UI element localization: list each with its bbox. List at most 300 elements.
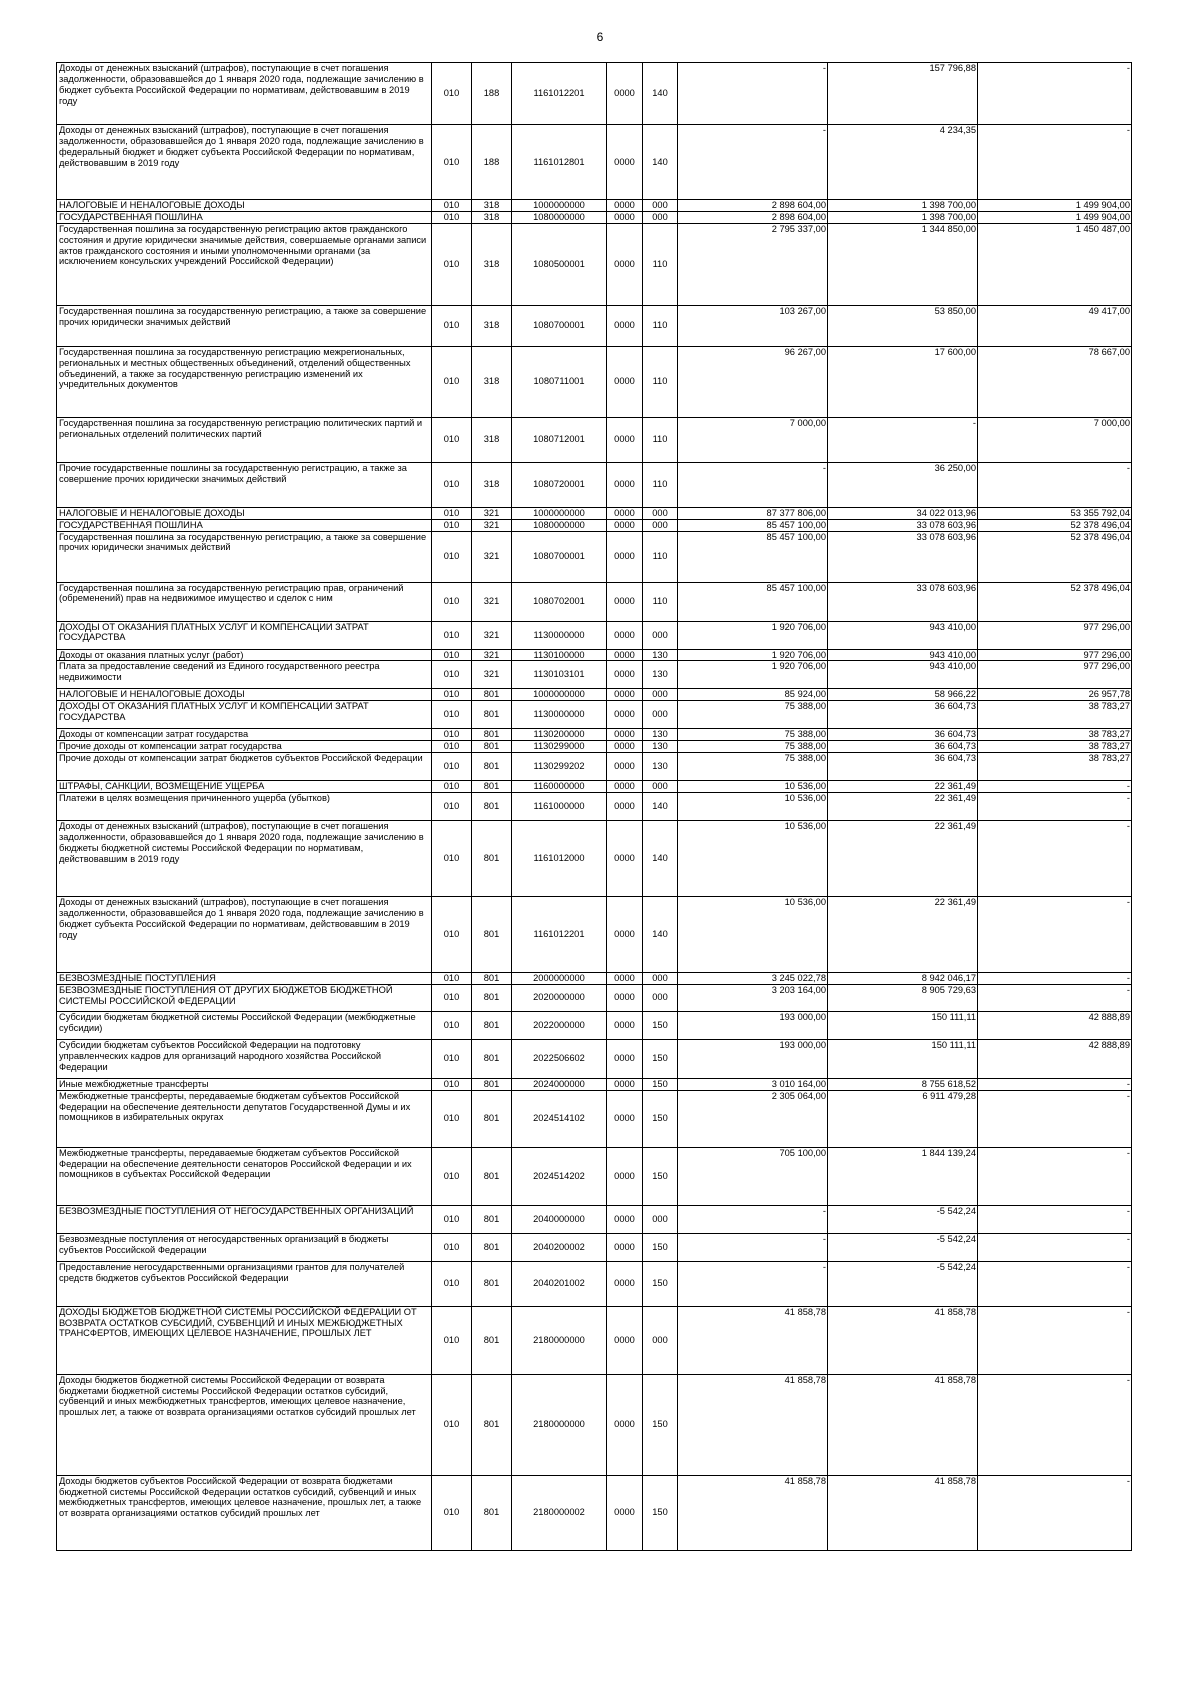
row-executed: 22 361,49 — [828, 792, 978, 820]
row-admin: 188 — [472, 63, 512, 125]
row-not-executed: - — [978, 792, 1132, 820]
row-not-executed: 52 378 496,04 — [978, 519, 1132, 531]
table-row — [57, 200, 1132, 212]
row-executed: 33 078 603,96 — [828, 582, 978, 621]
row-plan: 1 920 706,00 — [678, 649, 828, 661]
row-chapter: 010 — [432, 729, 472, 741]
row-code: 2180000000 — [512, 1374, 607, 1475]
row-kvd: 000 — [643, 1306, 678, 1374]
row-not-executed: 42 888,89 — [978, 1011, 1132, 1039]
row-program: 0000 — [607, 507, 643, 519]
row-chapter: 010 — [432, 1078, 472, 1090]
row-executed: 36 604,73 — [828, 753, 978, 781]
row-name: Платежи в целях возмещения причиненного ущерба (убытков) — [57, 792, 432, 820]
row-program: 0000 — [607, 1090, 643, 1147]
row-admin: 318 — [472, 200, 512, 212]
row-admin: 321 — [472, 507, 512, 519]
row-name: Межбюджетные трансферты, передаваемые бюджетам субъектов Российской Федерации на обеспечение деятельности депутатов Государственной Думы и их помощников в избирательных округах — [57, 1090, 432, 1147]
row-kvd: 110 — [643, 462, 678, 507]
table-row — [57, 1306, 1132, 1374]
row-admin: 801 — [472, 701, 512, 729]
row-program: 0000 — [607, 1374, 643, 1475]
row-code: 1080711001 — [512, 346, 607, 417]
row-not-executed: - — [978, 781, 1132, 793]
row-plan: - — [678, 125, 828, 200]
row-name: БЕЗВОЗМЕЗДНЫЕ ПОСТУПЛЕНИЯ ОТ НЕГОСУДАРСТВЕННЫХ ОРГАНИЗАЦИЙ — [57, 1205, 432, 1233]
row-plan: 3 010 164,00 — [678, 1078, 828, 1090]
row-chapter: 010 — [432, 649, 472, 661]
row-kvd: 150 — [643, 1147, 678, 1205]
row-admin: 801 — [472, 792, 512, 820]
row-admin: 801 — [472, 781, 512, 793]
row-name: Доходы от денежных взысканий (штрафов), поступающие в счет погашения задолженности, образовавшейся до 1 января 2020 года, подлежащие зачислению в бюджет субъекта Российской Федерации по нормативам, действовавшим в 2019 году — [57, 63, 432, 125]
row-kvd: 110 — [643, 346, 678, 417]
row-name: Субсидии бюджетам субъектов Российской Федерации на подготовку управленческих кадров для организаций народного хозяйства Российской Федерации — [57, 1039, 432, 1078]
row-executed: 8 755 618,52 — [828, 1078, 978, 1090]
row-executed: -5 542,24 — [828, 1233, 978, 1261]
row-not-executed: 7 000,00 — [978, 417, 1132, 462]
row-program: 0000 — [607, 211, 643, 223]
row-chapter: 010 — [432, 200, 472, 212]
row-plan: - — [678, 63, 828, 125]
row-not-executed: - — [978, 972, 1132, 984]
row-code: 1080700001 — [512, 305, 607, 346]
row-plan: 10 536,00 — [678, 792, 828, 820]
row-plan: 75 388,00 — [678, 701, 828, 729]
row-executed: 41 858,78 — [828, 1374, 978, 1475]
table-row — [57, 689, 1132, 701]
table-row — [57, 519, 1132, 531]
row-admin: 318 — [472, 462, 512, 507]
row-kvd: 130 — [643, 661, 678, 689]
row-admin: 801 — [472, 1090, 512, 1147]
revenue-table — [56, 62, 1132, 1551]
table-row — [57, 63, 1132, 125]
row-program: 0000 — [607, 649, 643, 661]
row-name: Прочие государственные пошлины за государственную регистрацию, а также за совершение прочих юридически значимых действий — [57, 462, 432, 507]
row-code: 2180000000 — [512, 1306, 607, 1374]
row-plan: 41 858,78 — [678, 1374, 828, 1475]
row-chapter: 010 — [432, 305, 472, 346]
row-name: ГОСУДАРСТВЕННАЯ ПОШЛИНА — [57, 519, 432, 531]
row-admin: 801 — [472, 1078, 512, 1090]
row-code: 1080720001 — [512, 462, 607, 507]
table-row — [57, 984, 1132, 1011]
row-chapter: 010 — [432, 462, 472, 507]
row-kvd: 150 — [643, 1078, 678, 1090]
row-executed: 36 604,73 — [828, 741, 978, 753]
row-program: 0000 — [607, 1039, 643, 1078]
row-program: 0000 — [607, 984, 643, 1011]
row-not-executed: 53 355 792,04 — [978, 507, 1132, 519]
row-code: 1080700001 — [512, 531, 607, 582]
table-row — [57, 417, 1132, 462]
row-kvd: 000 — [643, 984, 678, 1011]
table-row — [57, 820, 1132, 896]
row-name: Доходы от денежных взысканий (штрафов), поступающие в счет погашения задолженности, образовавшейся до 1 января 2020 года, подлежащие зачислению в бюджет субъекта Российской Федерации по нормативам, действовавшим в 2019 году — [57, 896, 432, 972]
row-kvd: 000 — [643, 701, 678, 729]
row-not-executed: - — [978, 1078, 1132, 1090]
row-executed: 22 361,49 — [828, 781, 978, 793]
row-executed: 33 078 603,96 — [828, 531, 978, 582]
row-not-executed: - — [978, 1233, 1132, 1261]
row-not-executed: - — [978, 1306, 1132, 1374]
row-plan: 96 267,00 — [678, 346, 828, 417]
row-chapter: 010 — [432, 984, 472, 1011]
row-program: 0000 — [607, 1078, 643, 1090]
row-kvd: 110 — [643, 305, 678, 346]
page-number: 6 — [596, 30, 604, 44]
table-row — [57, 211, 1132, 223]
row-program: 0000 — [607, 125, 643, 200]
row-program: 0000 — [607, 896, 643, 972]
row-plan: 1 920 706,00 — [678, 661, 828, 689]
row-chapter: 010 — [432, 1090, 472, 1147]
row-code: 1161012201 — [512, 63, 607, 125]
table-row — [57, 125, 1132, 200]
row-plan: 3 245 022,78 — [678, 972, 828, 984]
row-code: 2040200002 — [512, 1233, 607, 1261]
row-executed: 157 796,88 — [828, 63, 978, 125]
row-chapter: 010 — [432, 1205, 472, 1233]
row-executed: -5 542,24 — [828, 1261, 978, 1306]
row-admin: 801 — [472, 972, 512, 984]
row-not-executed: 977 296,00 — [978, 661, 1132, 689]
row-kvd: 130 — [643, 729, 678, 741]
row-plan: 75 388,00 — [678, 729, 828, 741]
row-not-executed: 52 378 496,04 — [978, 531, 1132, 582]
table-row — [57, 1233, 1132, 1261]
row-code: 1130000000 — [512, 701, 607, 729]
table-row — [57, 223, 1132, 305]
row-not-executed: 26 957,78 — [978, 689, 1132, 701]
row-kvd: 000 — [643, 507, 678, 519]
row-program: 0000 — [607, 729, 643, 741]
table-row — [57, 729, 1132, 741]
row-not-executed: - — [978, 63, 1132, 125]
row-admin: 188 — [472, 125, 512, 200]
row-executed: 22 361,49 — [828, 896, 978, 972]
row-admin: 801 — [472, 1011, 512, 1039]
row-code: 2040201002 — [512, 1261, 607, 1306]
row-code: 2040000000 — [512, 1205, 607, 1233]
row-plan: 3 203 164,00 — [678, 984, 828, 1011]
row-code: 1080000000 — [512, 211, 607, 223]
row-program: 0000 — [607, 753, 643, 781]
row-program: 0000 — [607, 820, 643, 896]
row-name: Плата за предоставление сведений из Единого государственного реестра недвижимости — [57, 661, 432, 689]
row-name: Иные межбюджетные трансферты — [57, 1078, 432, 1090]
row-not-executed: 1 450 487,00 — [978, 223, 1132, 305]
row-kvd: 150 — [643, 1233, 678, 1261]
row-chapter: 010 — [432, 741, 472, 753]
row-admin: 801 — [472, 741, 512, 753]
row-plan: 87 377 806,00 — [678, 507, 828, 519]
row-kvd: 110 — [643, 582, 678, 621]
row-not-executed: - — [978, 984, 1132, 1011]
table-row — [57, 1147, 1132, 1205]
row-program: 0000 — [607, 462, 643, 507]
table-row — [57, 741, 1132, 753]
row-chapter: 010 — [432, 972, 472, 984]
row-name: Межбюджетные трансферты, передаваемые бюджетам субъектов Российской Федерации на обеспечение деятельности сенаторов Российской Федерации и их помощников в субъектах Российской Федерации — [57, 1147, 432, 1205]
row-admin: 318 — [472, 346, 512, 417]
row-plan: 2 305 064,00 — [678, 1090, 828, 1147]
row-executed: 150 111,11 — [828, 1011, 978, 1039]
row-chapter: 010 — [432, 346, 472, 417]
row-admin: 801 — [472, 984, 512, 1011]
row-name: Доходы бюджетов бюджетной системы Российской Федерации от возврата бюджетами бюджетной системы Российской Федерации остатков субсидий, субвенций и иных межбюджетных трансфертов, имеющих целевое назначение, прошлых лет, а также от возврата организациями остатков субсидий прошлых лет — [57, 1374, 432, 1475]
row-chapter: 010 — [432, 223, 472, 305]
row-kvd: 130 — [643, 741, 678, 753]
row-program: 0000 — [607, 1261, 643, 1306]
row-kvd: 000 — [643, 1205, 678, 1233]
table-row — [57, 1205, 1132, 1233]
row-executed: 34 022 013,96 — [828, 507, 978, 519]
row-code: 1161000000 — [512, 792, 607, 820]
row-not-executed: - — [978, 1090, 1132, 1147]
row-kvd: 150 — [643, 1090, 678, 1147]
row-executed: 4 234,35 — [828, 125, 978, 200]
row-executed: 17 600,00 — [828, 346, 978, 417]
row-executed: - — [828, 417, 978, 462]
row-plan: 2 898 604,00 — [678, 200, 828, 212]
row-not-executed: - — [978, 820, 1132, 896]
table-row — [57, 781, 1132, 793]
row-name: ДОХОДЫ ОТ ОКАЗАНИЯ ПЛАТНЫХ УСЛУГ И КОМПЕНСАЦИИ ЗАТРАТ ГОСУДАРСТВА — [57, 701, 432, 729]
row-program: 0000 — [607, 781, 643, 793]
row-admin: 321 — [472, 661, 512, 689]
row-executed: 1 844 139,24 — [828, 1147, 978, 1205]
row-admin: 321 — [472, 519, 512, 531]
row-admin: 801 — [472, 1205, 512, 1233]
row-admin: 801 — [472, 896, 512, 972]
row-chapter: 010 — [432, 531, 472, 582]
row-kvd: 150 — [643, 1011, 678, 1039]
row-executed: 22 361,49 — [828, 820, 978, 896]
row-not-executed: 49 417,00 — [978, 305, 1132, 346]
row-not-executed: - — [978, 1205, 1132, 1233]
row-not-executed: - — [978, 896, 1132, 972]
row-not-executed: 1 499 904,00 — [978, 200, 1132, 212]
row-plan: 75 388,00 — [678, 741, 828, 753]
row-kvd: 150 — [643, 1475, 678, 1550]
row-program: 0000 — [607, 661, 643, 689]
table-row — [57, 462, 1132, 507]
row-executed: 1 398 700,00 — [828, 211, 978, 223]
row-not-executed: - — [978, 1374, 1132, 1475]
row-name: Предоставление негосударственными организациями грантов для получателей средств бюджетов субъектов Российской Федерации — [57, 1261, 432, 1306]
row-executed: 58 966,22 — [828, 689, 978, 701]
row-plan: 85 457 100,00 — [678, 531, 828, 582]
row-chapter: 010 — [432, 1233, 472, 1261]
row-code: 1000000000 — [512, 200, 607, 212]
row-plan: - — [678, 1233, 828, 1261]
row-code: 1130000000 — [512, 621, 607, 649]
row-executed: 8 942 046,17 — [828, 972, 978, 984]
row-plan: 193 000,00 — [678, 1011, 828, 1039]
row-code: 1080702001 — [512, 582, 607, 621]
row-chapter: 010 — [432, 621, 472, 649]
row-name: ГОСУДАРСТВЕННАЯ ПОШЛИНА — [57, 211, 432, 223]
row-kvd: 000 — [643, 621, 678, 649]
row-admin: 318 — [472, 417, 512, 462]
row-code: 1160000000 — [512, 781, 607, 793]
row-program: 0000 — [607, 200, 643, 212]
row-name: НАЛОГОВЫЕ И НЕНАЛОГОВЫЕ ДОХОДЫ — [57, 200, 432, 212]
row-plan: - — [678, 1261, 828, 1306]
row-kvd: 110 — [643, 417, 678, 462]
row-program: 0000 — [607, 223, 643, 305]
row-kvd: 130 — [643, 753, 678, 781]
row-chapter: 010 — [432, 211, 472, 223]
row-executed: 1 344 850,00 — [828, 223, 978, 305]
row-not-executed: 1 499 904,00 — [978, 211, 1132, 223]
row-kvd: 110 — [643, 531, 678, 582]
table-row — [57, 1090, 1132, 1147]
row-executed: 943 410,00 — [828, 661, 978, 689]
table-row — [57, 305, 1132, 346]
table-row — [57, 792, 1132, 820]
row-chapter: 010 — [432, 792, 472, 820]
row-name: Государственная пошлина за государственную регистрацию межрегиональных, региональных и местных общественных объединений, отделений общественных объединений, а также за государственную регистрацию изменений их учредительных документов — [57, 346, 432, 417]
row-admin: 801 — [472, 689, 512, 701]
row-name: Государственная пошлина за государственную регистрацию политических партий и региональных отделений политических партий — [57, 417, 432, 462]
row-chapter: 010 — [432, 417, 472, 462]
row-plan: 85 457 100,00 — [678, 582, 828, 621]
row-executed: 36 250,00 — [828, 462, 978, 507]
row-not-executed: - — [978, 125, 1132, 200]
table-row — [57, 1261, 1132, 1306]
row-chapter: 010 — [432, 753, 472, 781]
row-not-executed: 78 667,00 — [978, 346, 1132, 417]
table-row — [57, 1078, 1132, 1090]
row-plan: - — [678, 462, 828, 507]
row-program: 0000 — [607, 582, 643, 621]
row-code: 2180000002 — [512, 1475, 607, 1550]
row-admin: 321 — [472, 582, 512, 621]
row-not-executed: - — [978, 1261, 1132, 1306]
row-admin: 801 — [472, 1475, 512, 1550]
row-name: НАЛОГОВЫЕ И НЕНАЛОГОВЫЕ ДОХОДЫ — [57, 689, 432, 701]
row-program: 0000 — [607, 689, 643, 701]
row-not-executed: 38 783,27 — [978, 753, 1132, 781]
row-name: Государственная пошлина за государственную регистрацию прав, ограничений (обременений) прав на недвижимое имущество и сделок с ним — [57, 582, 432, 621]
row-code: 1130299000 — [512, 741, 607, 753]
row-admin: 801 — [472, 1147, 512, 1205]
row-chapter: 010 — [432, 519, 472, 531]
row-program: 0000 — [607, 1205, 643, 1233]
row-plan: 10 536,00 — [678, 781, 828, 793]
row-code: 1000000000 — [512, 689, 607, 701]
row-code: 2020000000 — [512, 984, 607, 1011]
row-not-executed: 42 888,89 — [978, 1039, 1132, 1078]
row-name: Доходы от компенсации затрат государства — [57, 729, 432, 741]
row-program: 0000 — [607, 1306, 643, 1374]
row-code: 2000000000 — [512, 972, 607, 984]
row-code: 1130200000 — [512, 729, 607, 741]
row-admin: 801 — [472, 729, 512, 741]
table-row — [57, 507, 1132, 519]
row-executed: 53 850,00 — [828, 305, 978, 346]
row-code: 1080712001 — [512, 417, 607, 462]
row-executed: 36 604,73 — [828, 729, 978, 741]
row-name: Государственная пошлина за государственную регистрацию, а также за совершение прочих юридически значимых действий — [57, 305, 432, 346]
row-code: 2022000000 — [512, 1011, 607, 1039]
row-plan: 41 858,78 — [678, 1306, 828, 1374]
row-program: 0000 — [607, 63, 643, 125]
row-name: ШТРАФЫ, САНКЦИИ, ВОЗМЕЩЕНИЕ УЩЕРБА — [57, 781, 432, 793]
row-name: Государственная пошлина за государственную регистрацию актов гражданского состояния и другие юридически значимые действия, совершаемые органами записи актов гражданского состояния и иными уполномоченными органами (за исключением консульских учреждений Российской Федерации) — [57, 223, 432, 305]
row-executed: 150 111,11 — [828, 1039, 978, 1078]
row-name: Государственная пошлина за государственную регистрацию, а также за совершение прочих юридически значимых действий — [57, 531, 432, 582]
row-kvd: 130 — [643, 649, 678, 661]
row-plan: - — [678, 1205, 828, 1233]
row-program: 0000 — [607, 346, 643, 417]
row-chapter: 010 — [432, 781, 472, 793]
row-chapter: 010 — [432, 1261, 472, 1306]
row-kvd: 140 — [643, 820, 678, 896]
row-chapter: 010 — [432, 507, 472, 519]
row-name: ДОХОДЫ ОТ ОКАЗАНИЯ ПЛАТНЫХ УСЛУГ И КОМПЕНСАЦИИ ЗАТРАТ ГОСУДАРСТВА — [57, 621, 432, 649]
row-admin: 801 — [472, 1233, 512, 1261]
row-chapter: 010 — [432, 582, 472, 621]
row-admin: 318 — [472, 211, 512, 223]
row-kvd: 150 — [643, 1374, 678, 1475]
row-admin: 321 — [472, 621, 512, 649]
row-admin: 321 — [472, 531, 512, 582]
row-code: 1130100000 — [512, 649, 607, 661]
row-executed: 33 078 603,96 — [828, 519, 978, 531]
table-row — [57, 661, 1132, 689]
row-kvd: 000 — [643, 200, 678, 212]
row-program: 0000 — [607, 1147, 643, 1205]
row-name: БЕЗВОЗМЕЗДНЫЕ ПОСТУПЛЕНИЯ — [57, 972, 432, 984]
row-executed: 943 410,00 — [828, 621, 978, 649]
row-code: 1161012000 — [512, 820, 607, 896]
row-chapter: 010 — [432, 1011, 472, 1039]
row-chapter: 010 — [432, 820, 472, 896]
row-kvd: 000 — [643, 689, 678, 701]
row-program: 0000 — [607, 1233, 643, 1261]
row-kvd: 140 — [643, 63, 678, 125]
row-chapter: 010 — [432, 896, 472, 972]
row-name: Субсидии бюджетам бюджетной системы Российской Федерации (межбюджетные субсидии) — [57, 1011, 432, 1039]
row-not-executed: 52 378 496,04 — [978, 582, 1132, 621]
table-row — [57, 1475, 1132, 1550]
table-row — [57, 1011, 1132, 1039]
row-not-executed: 38 783,27 — [978, 729, 1132, 741]
row-name: Доходы бюджетов субъектов Российской Федерации от возврата бюджетами бюджетной системы Российской Федерации остатков субсидий, субвенций и иных межбюджетных трансфертов, имеющих целевое назначение, прошлых лет, а также от возврата организациями остатков субсидий прошлых лет — [57, 1475, 432, 1550]
row-program: 0000 — [607, 701, 643, 729]
row-plan: 10 536,00 — [678, 896, 828, 972]
row-not-executed: 38 783,27 — [978, 741, 1132, 753]
row-program: 0000 — [607, 972, 643, 984]
row-code: 1080500001 — [512, 223, 607, 305]
table-row — [57, 1374, 1132, 1475]
row-not-executed: 977 296,00 — [978, 649, 1132, 661]
row-plan: 2 795 337,00 — [678, 223, 828, 305]
row-executed: 6 911 479,28 — [828, 1090, 978, 1147]
row-name: БЕЗВОЗМЕЗДНЫЕ ПОСТУПЛЕНИЯ ОТ ДРУГИХ БЮДЖЕТОВ БЮДЖЕТНОЙ СИСТЕМЫ РОССИЙСКОЙ ФЕДЕРАЦИИ — [57, 984, 432, 1011]
row-executed: -5 542,24 — [828, 1205, 978, 1233]
row-program: 0000 — [607, 621, 643, 649]
table-row — [57, 531, 1132, 582]
row-name: ДОХОДЫ БЮДЖЕТОВ БЮДЖЕТНОЙ СИСТЕМЫ РОССИЙСКОЙ ФЕДЕРАЦИИ ОТ ВОЗВРАТА ОСТАТКОВ СУБСИДИЙ, СУБВЕНЦИЙ И ИНЫХ МЕЖБЮДЖЕТНЫХ ТРАНСФЕРТОВ, ИМЕЮЩИХ ЦЕЛЕВОЕ НАЗНАЧЕНИЕ, ПРОШЛЫХ ЛЕТ — [57, 1306, 432, 1374]
table-row — [57, 972, 1132, 984]
row-name: Безвозмездные поступления от негосударственных организаций в бюджеты субъектов Российской Федерации — [57, 1233, 432, 1261]
row-program: 0000 — [607, 741, 643, 753]
